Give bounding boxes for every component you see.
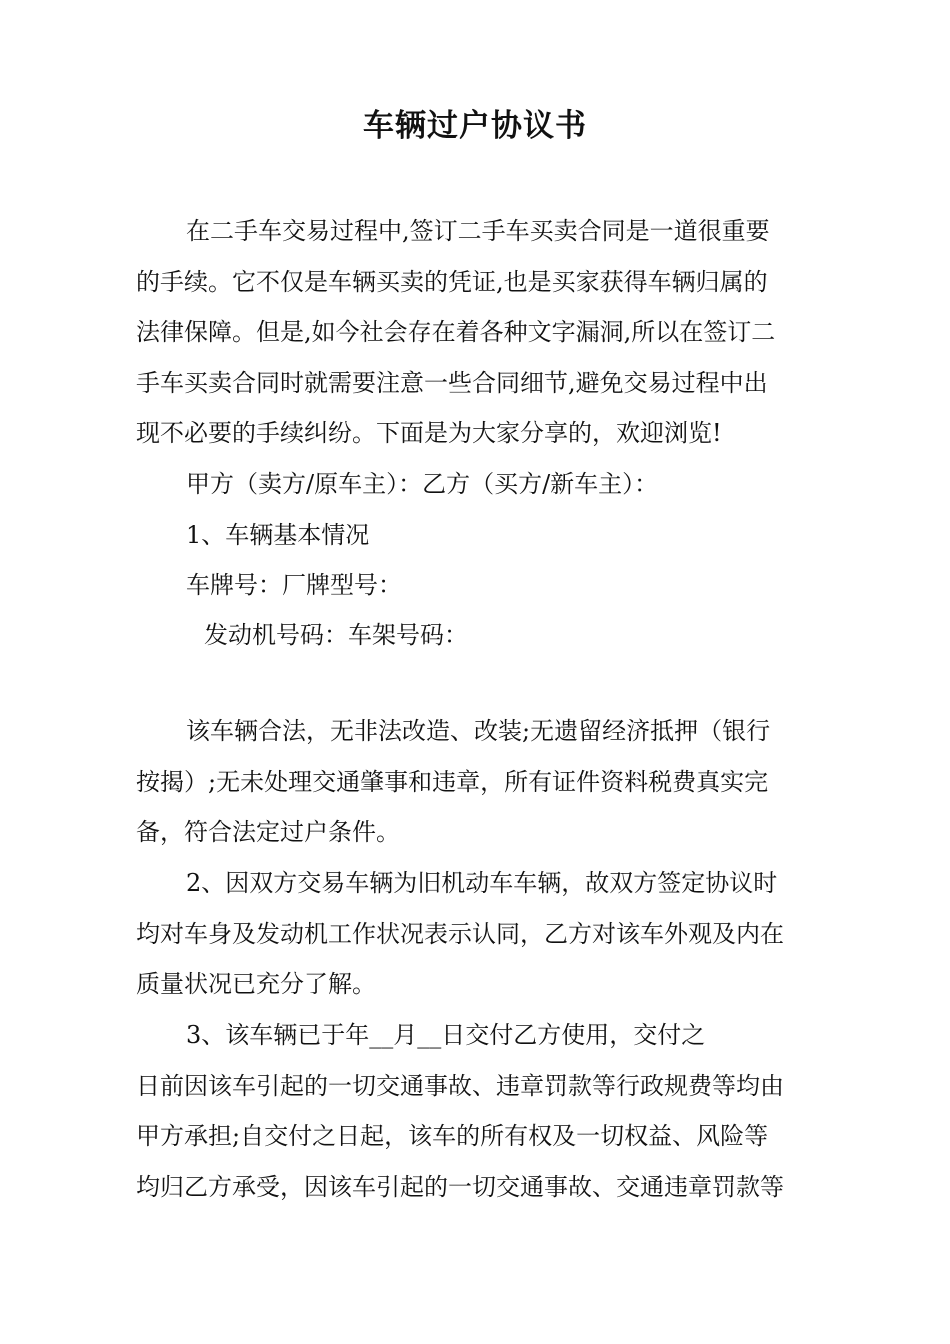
clause3-line: 3、该车辆已于年__月__日交付乙方使用，交付之: [186, 1021, 706, 1049]
engine-frame-line: 发动机号码：车架号码：: [204, 621, 468, 649]
clause3-line: 均归乙方承受，因该车引起的一切交通事故、交通违章罚款等: [136, 1172, 784, 1201]
plate-model-line: 车牌号：厂牌型号：: [186, 571, 402, 599]
clause3-line: 日前因该车引起的一切交通事故、违章罚款等行政规费等均由: [136, 1071, 784, 1100]
parties-line: 甲方（卖方/原车主）：乙方（买方/新车主）：: [186, 470, 659, 498]
plate-line-block: [136, 560, 826, 611]
intro-line: 在二手车交易过程中,签订二手车买卖合同是一道很重要: [186, 217, 770, 245]
clause2-line: 2、因双方交易车辆为旧机动车车辆，故双方签定协议时: [186, 869, 778, 897]
intro-line: 的手续。它不仅是车辆买卖的凭证,也是买家获得车辆归属的: [136, 267, 768, 296]
section1-heading: 1、车辆基本情况: [186, 521, 370, 549]
parties-line-block: [136, 459, 826, 510]
section1-heading-block: [136, 510, 826, 561]
clause2-paragraph: [136, 858, 826, 1010]
document-title: 车辆过户协议书: [363, 108, 587, 144]
clause3-line: 甲方承担;自交付之日起，该车的所有权及一切权益、风险等: [136, 1122, 769, 1150]
intro-line: 现不必要的手续纠纷。下面是为大家分享的，欢迎浏览!: [136, 419, 722, 447]
legal-status-line: 按揭）;无未处理交通肇事和违章，所有证件资料税费真实完: [136, 767, 769, 796]
legal-status-line: 备，符合法定过户条件。: [136, 818, 400, 846]
intro-line: 法律保障。但是,如今社会存在着各种文字漏洞,所以在签订二: [136, 318, 776, 346]
clause2-line: 均对车身及发动机工作状况表示认同，乙方对该车外观及内在: [136, 919, 784, 948]
legal-status-line: 该车辆合法，无非法改造、改装;无遗留经济抵押（银行: [186, 717, 771, 745]
clause2-line: 质量状况已充分了解。: [136, 970, 376, 998]
clause3-paragraph: [136, 1010, 826, 1212]
legal-status-paragraph: [136, 706, 826, 858]
intro-line: 手车买卖合同时就需要注意一些合同细节,避免交易过程中出: [136, 368, 768, 397]
engine-line-block: [136, 610, 826, 661]
intro-paragraph: [136, 206, 826, 459]
